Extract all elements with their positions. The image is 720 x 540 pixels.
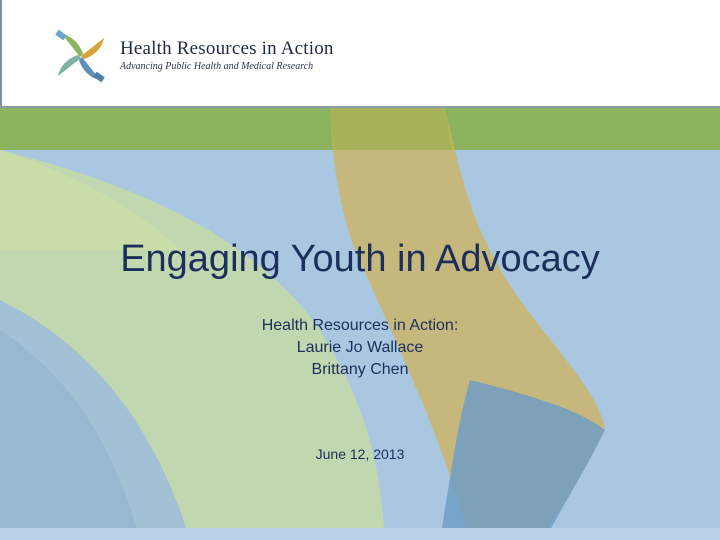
presentation-date: June 12, 2013 xyxy=(315,446,405,462)
hria-pinwheel-logo-icon xyxy=(50,26,112,88)
presenter-name: Laurie Jo Wallace xyxy=(296,339,424,356)
presenter-list xyxy=(0,315,720,381)
brand-name: Health Resources in Action xyxy=(120,38,334,59)
header-bar xyxy=(0,0,720,108)
header-bottom-rule xyxy=(0,106,720,108)
presenter-name: Brittany Chen xyxy=(311,361,409,378)
slide-title: Engaging Youth in Advocacy xyxy=(120,238,600,280)
header-left-rule xyxy=(0,0,2,108)
brand-tagline: Advancing Public Health and Medical Research xyxy=(120,61,314,72)
presenter-org-line: Health Resources in Action: xyxy=(261,317,459,334)
